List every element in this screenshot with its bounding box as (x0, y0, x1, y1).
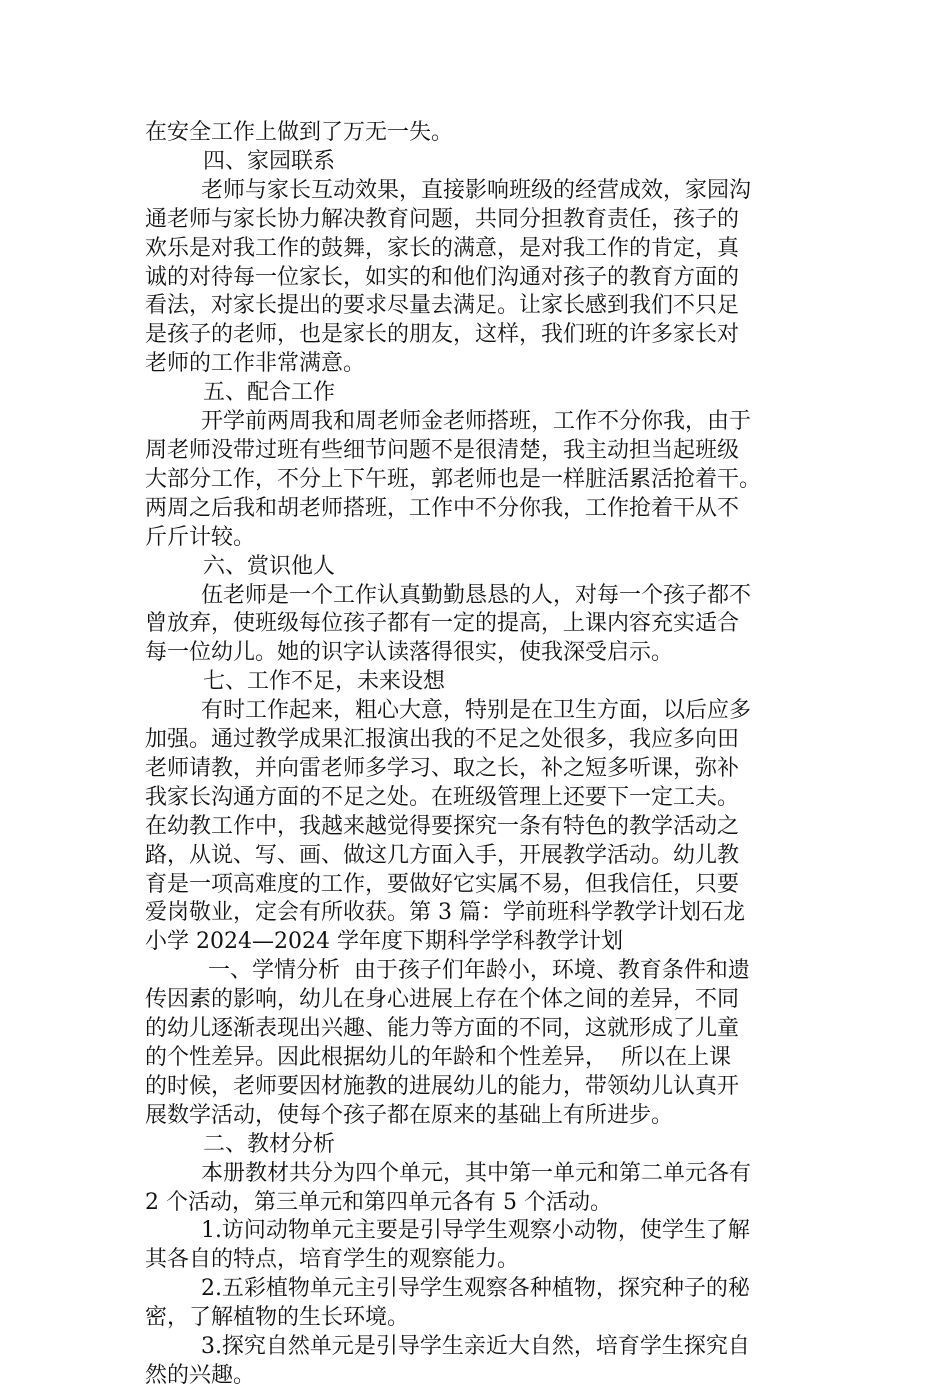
text-line: 诚的对待每一位家长，如实的和他们沟通对孩子的教育方面的 (145, 264, 740, 290)
text-line: 曾放弃，使班级每位孩子都有一定的提高，上课内容充实适合 (145, 611, 740, 637)
text-line: 开学前两周我和周老师金老师搭班，工作不分你我，由于 (145, 409, 751, 435)
text-line: 传因素的影响，幼儿在身心进展上存在个体之间的差异，不同 (145, 987, 740, 1013)
text-line: 每一位幼儿。她的识字认读落得很实，使我深受启示。 (145, 640, 674, 666)
text-line: 有时工作起来，粗心大意，特别是在卫生方面，以后应多 (145, 698, 751, 724)
text-line: 然的兴趣。 (145, 1362, 256, 1388)
text-line: 的个性差异。因此根据幼儿的年龄和个性差异， 所以在上课 (145, 1045, 731, 1070)
section-heading: 四、家园联系 (203, 148, 336, 174)
text-line: 本册教材共分为四个单元，其中第一单元和第二单元各有 (145, 1160, 751, 1186)
text-line: 老师请教，并向雷老师多学习、取之长，补之短多听课，弥补 (145, 755, 740, 781)
text-line: 小学 2024—2024 学年度下期科学学科教学计划 (145, 929, 623, 955)
text-line: 加强。通过教学成果汇报演出我的不足之处很多，我应多向田 (145, 727, 740, 753)
text-line: 伍老师是一个工作认真勤勤恳恳的人，对每一个孩子都不 (145, 582, 751, 608)
text-line: 其各自的特点，培育学生的观察能力。 (145, 1247, 520, 1273)
text-line: 展数学活动，使每个孩子都在原来的基础上有所进步。 (145, 1102, 674, 1128)
text-line: 斤斤计较。 (145, 524, 256, 550)
text-line: 1.访问动物单元主要是引导学生观察小动物，使学生了解 (145, 1218, 750, 1244)
text-line: 2 个活动，第三单元和第四单元各有 5 个活动。 (145, 1189, 612, 1215)
section-heading: 七、工作不足，未来设想 (203, 669, 446, 695)
text-line: 2.五彩植物单元主引导学生观察各种植物，探究种子的秘 (145, 1276, 750, 1302)
text-line: 路，从说、写、画、做这几方面入手，开展教学活动。幼儿教 (145, 842, 740, 868)
text-line: 看法，对家长提出的要求尽量去满足。让家长感到我们不只足 (145, 293, 740, 319)
document-body (145, 119, 810, 1391)
text-line: 两周之后我和胡老师搭班，工作中不分你我，工作抢着干从不 (145, 495, 740, 521)
text-line: 在幼教工作中，我越来越觉得要探究一条有特色的教学活动之 (145, 813, 740, 839)
section-heading: 六、赏识他人 (203, 553, 336, 579)
text-line: 我家长沟通方面的不足之处。在班级管理上还要下一定工夫。 (145, 784, 740, 810)
text-line: 老师的工作非常满意。 (145, 351, 366, 377)
text-line: 周老师没带过班有些细节问题不是很清楚，我主动担当起班级 (145, 437, 740, 463)
text-line: 密，了解植物的生长环境。 (145, 1305, 410, 1331)
text-line: 老师与家长互动效果，直接影响班级的经营成效，家园沟 (145, 177, 751, 203)
text-line: 通老师与家长协力解决教育问题，共同分担教育责任，孩子的 (145, 206, 740, 232)
text-line: 3.探究自然单元是引导学生亲近大自然，培育学生探究自 (145, 1334, 750, 1360)
text-line: 的幼儿逐渐表现出兴趣、能力等方面的不同，这就形成了儿童 (145, 1016, 740, 1042)
text-line: 是孩子的老师，也是家长的朋友，这样，我们班的许多家长对 (145, 322, 740, 348)
text-line: 爱岗敬业，定会有所收获。第 3 篇：学前班科学教学计划石龙 (145, 900, 745, 926)
text-line: 在安全工作上做到了万无一失。 (145, 120, 454, 145)
text-line: 育是一项高难度的工作，要做好它实属不易，但我信任，只要 (145, 871, 740, 897)
text-line: 的时候，老师要因材施教的进展幼儿的能力，带领幼儿认真开 (145, 1073, 740, 1099)
section-heading: 五、配合工作 (203, 380, 336, 406)
text-line: 欢乐是对我工作的鼓舞，家长的满意，是对我工作的肯定，真 (145, 235, 740, 261)
section-heading: 二、教材分析 (203, 1131, 336, 1157)
text-line: 大部分工作，不分上下午班，郭老师也是一样脏活累活抢着干。 (145, 466, 762, 492)
text-line: 一、学情分析 由于孩子们年龄小，环境、教育条件和遗 (145, 958, 750, 984)
